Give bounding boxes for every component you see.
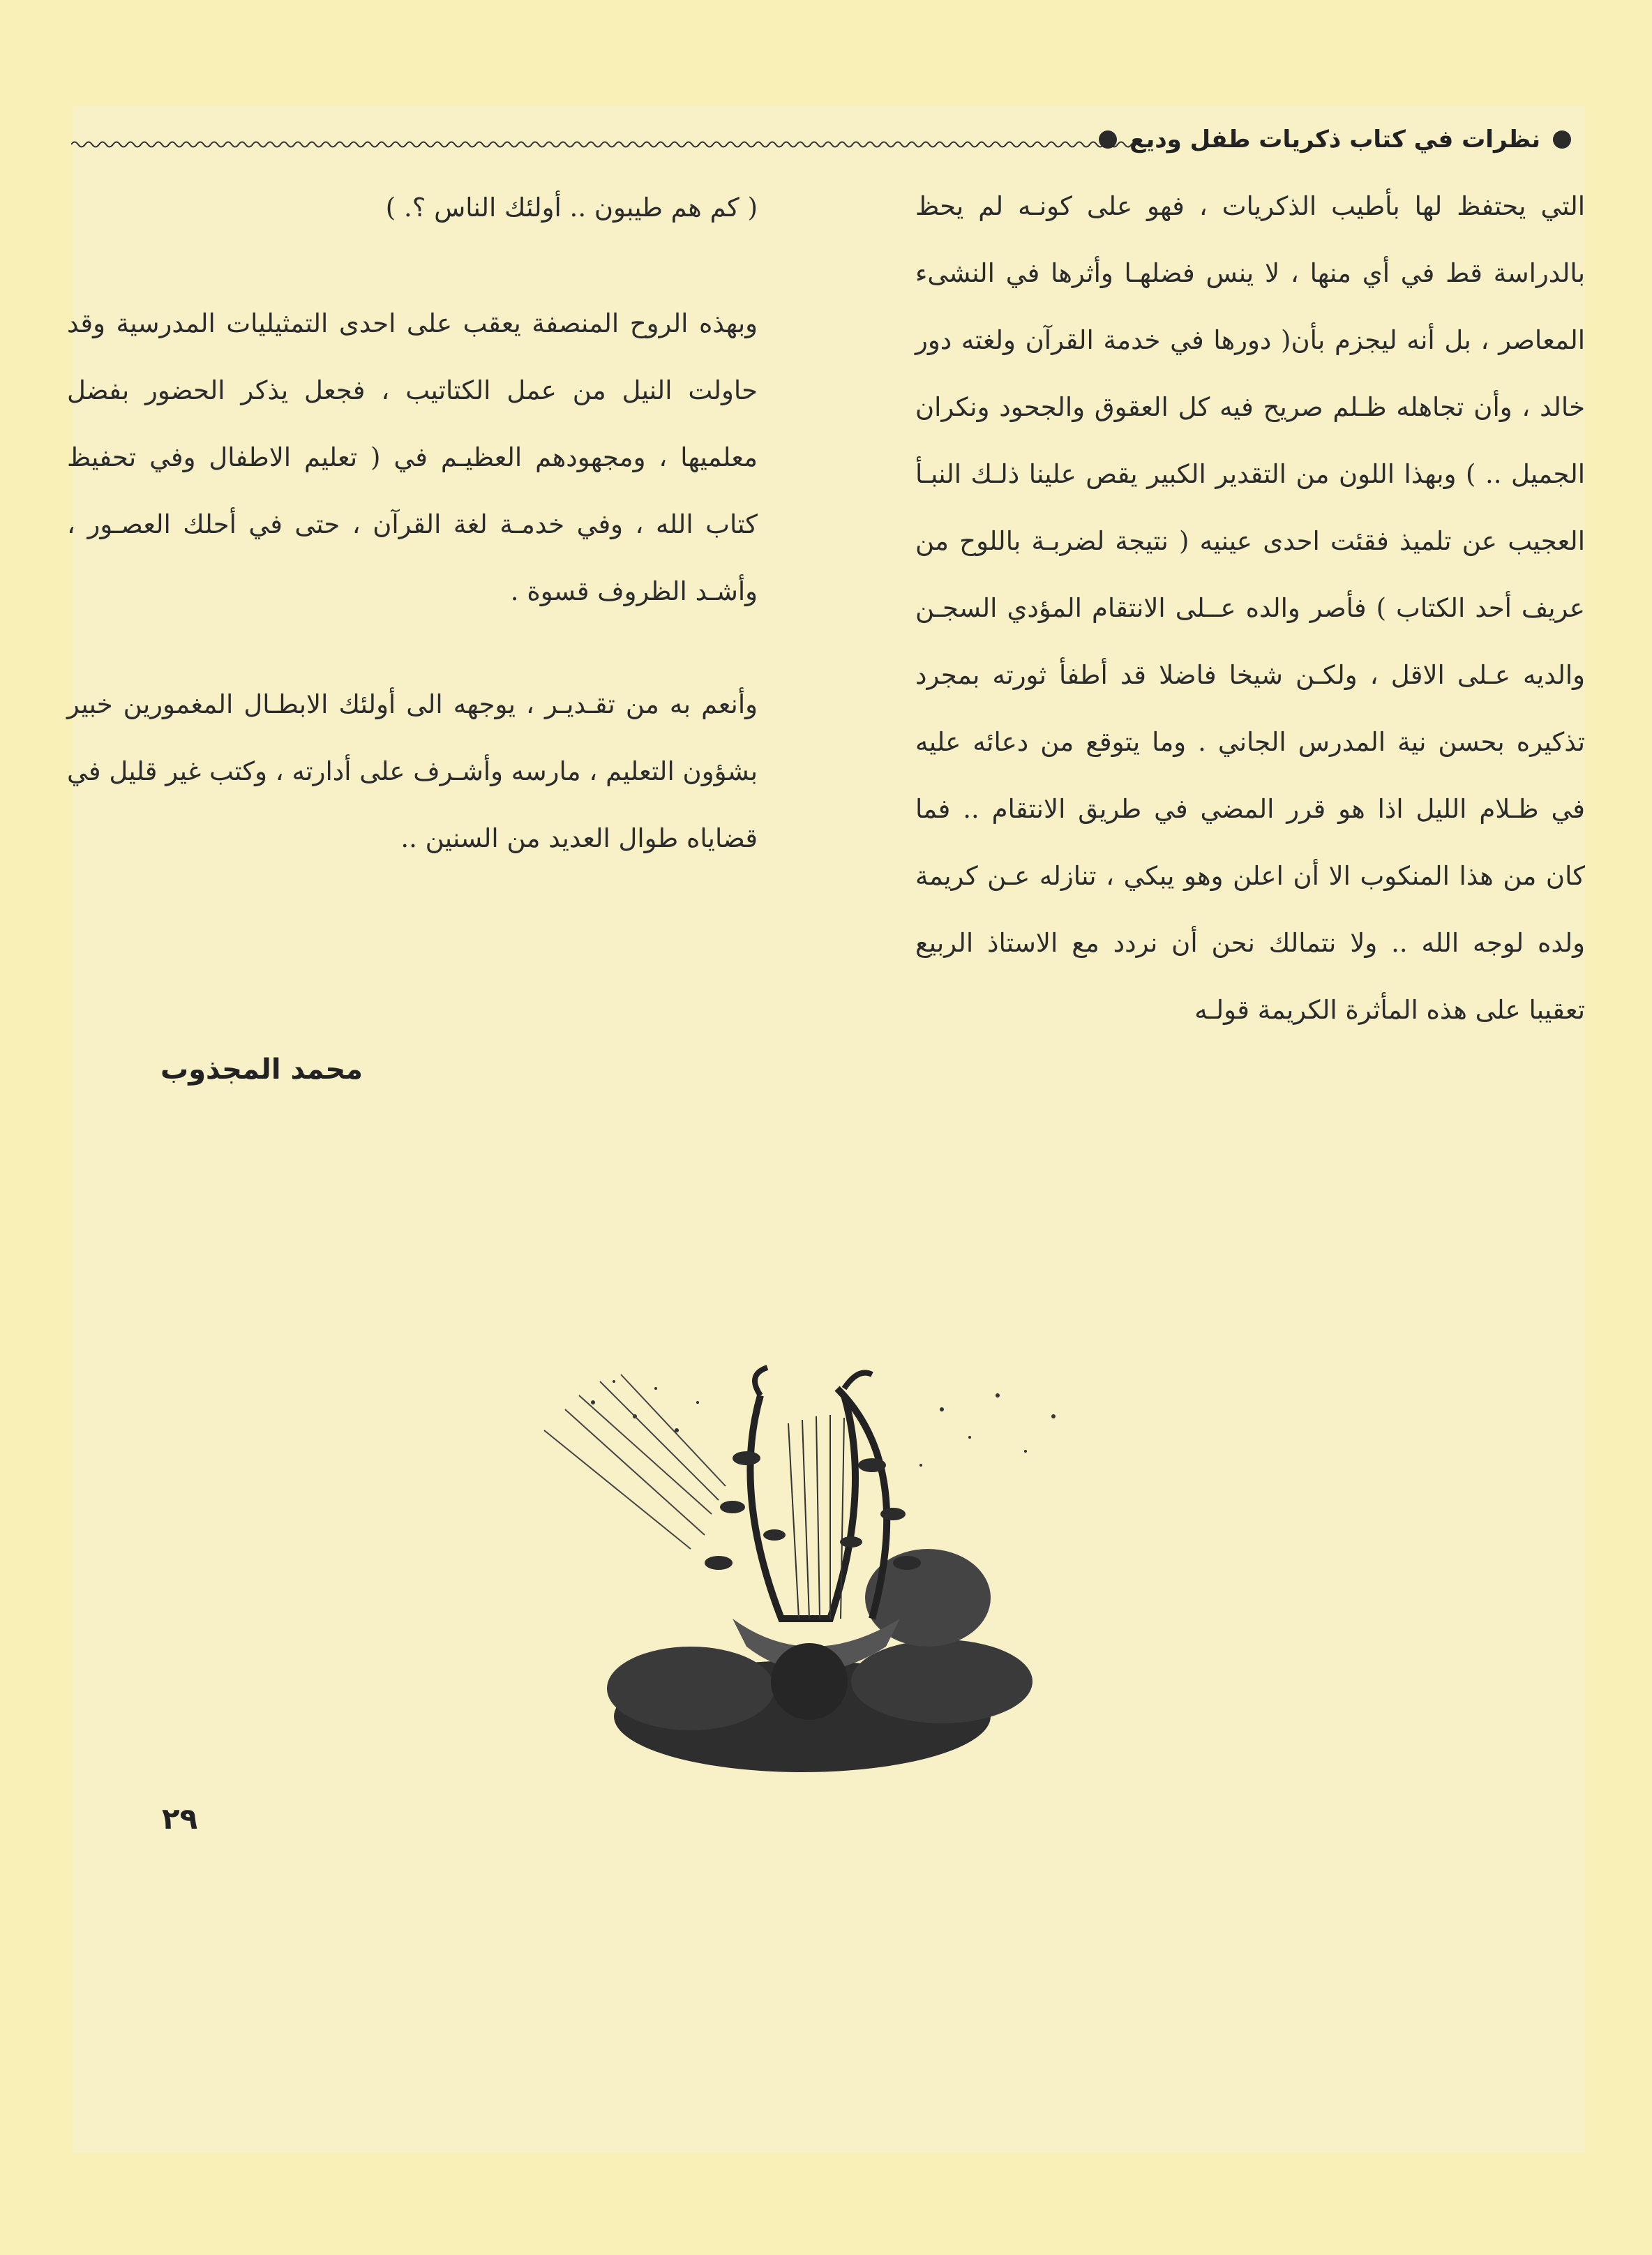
right-text-column [915,173,1585,1044]
page-header [73,119,1585,160]
author-signature: محمد المجذوب [160,1054,363,1086]
body-paragraph: التي يحتفظ لها بأطيب الذكريات ، فهو على كونـه لم يحظ بالدراسة قط في أي منها ، لا ينس فضلهـا وأثرها في النشىء المعاصر ، بل أنه ليجزم بأن( دورها في خدمة القرآن ولغته دور خالد ، وأن تجاهله ظـلم صريح فيه كل العقوق والجحود ونكران الجميل .. ) وبهذا اللون من التقدير الكبير يقص علينا ذلـك النبـأ العجيب عن تلميذ فقئت احدى عينيه ( نتيجة لضربـة باللوح من عريف أحد الكتاب ) فأصر والده عــلى الانتقام المؤدي السجـن والديه عـلى الاقل ، ولكـن شيخا فاضلا قد أطفأ ثورته بمجرد تذكيره بحسن نية المدرس الجاني . وما يتوقع من دعائه عليه في ظـلام الليل اذا هو قرر المضي في طريق الانتقام .. فما كان من هذا المنكوب الا أن اعلن وهو يبكي ، تنازله عـن كريمة ولده لوجه الله .. ولا نتمالك نحن أن نردد مع الاستاذ الربيع تعقيبا على هذه المأثرة الكريمة قولـه [915,191,1585,1025]
quote-line: ( كم هم طيبون .. أولئك الناس ؟. ) [385,193,758,223]
header-wavy-rule [71,140,1146,149]
page-number: ٢٩ [162,1801,198,1836]
bullet-icon [1553,130,1571,149]
header-title-group [1099,119,1571,160]
left-text-column [67,174,758,918]
lyre-illustration [481,1354,1193,1828]
bullet-icon [1099,130,1117,149]
header-title: نظرات في كتاب ذكريات طفل وديع [1129,126,1540,153]
body-paragraph: وبهذه الروح المنصفة يعقب على احدى التمثيليات المدرسية وقد حاولت النيل من عمل الكتاتيب ، فجعل يذكر الحضور بفضل معلميها ، ومجهودهم العظيـم في ( تعليم الاطفال وفي تحفيظ كتاب الله ، وفي خدمـة لغة القرآن ، حتى في أحلك العصـور ، وأشـد الظروف قسوة . [67,308,758,606]
body-paragraph: وأنعم به من تقـديـر ، يوجهه الى أولئك الابطـال المغمورين خبير بشؤون التعليم ، مارسه وأشـرف على أدارته ، وكتب غير قليل في قضاياه طوال العديد من السنين .. [67,689,758,853]
